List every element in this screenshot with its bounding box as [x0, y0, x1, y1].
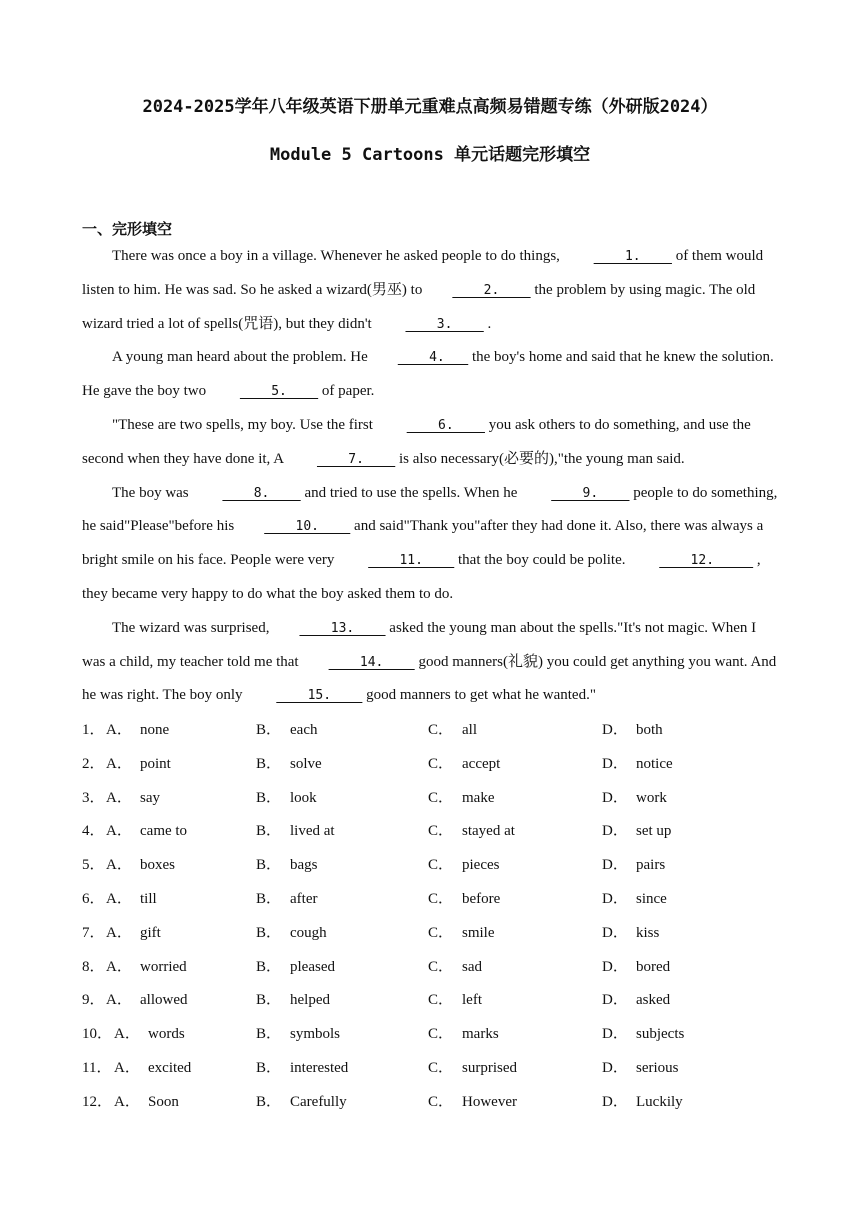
option-a-text: worried — [140, 958, 187, 975]
blank-12: 12. — [659, 553, 754, 569]
option-b-label: B． — [256, 755, 282, 772]
blank-15: 15. — [276, 688, 363, 704]
option-c-label: C． — [428, 890, 454, 907]
option-b-text: symbols — [290, 1026, 341, 1043]
option-c-text: stayed at — [462, 823, 515, 840]
option-c-label: C． — [428, 823, 454, 840]
option-b-label: B． — [256, 1093, 282, 1110]
question-row — [82, 1052, 782, 1086]
option-a-text: say — [140, 789, 160, 806]
question-number: 6． — [82, 890, 105, 907]
option-b-text: bags — [290, 857, 318, 874]
question-number: 9． — [82, 992, 105, 1009]
question-row — [82, 748, 782, 782]
option-d-text: pairs — [636, 857, 666, 874]
option-a-label: A． — [106, 857, 132, 874]
option-c-text: left — [462, 992, 482, 1009]
option-a-text: gift — [140, 924, 161, 941]
option-c-label: C． — [428, 992, 454, 1009]
option-c-text: accept — [462, 755, 501, 772]
option-c-label: C． — [428, 1059, 454, 1076]
blank-11: 11. — [368, 553, 455, 569]
option-b-label: B． — [256, 992, 282, 1009]
option-c-label: C． — [428, 755, 454, 772]
blank-13: 13. — [299, 620, 386, 636]
document-title: 2024-2025学年八年级英语下册单元重难点高频易错题专练（外研版2024） — [142, 97, 718, 117]
option-d-text: serious — [636, 1059, 679, 1076]
option-d-label: D． — [602, 1059, 628, 1076]
option-c-text: marks — [462, 1026, 499, 1043]
option-b-text: look — [290, 789, 317, 806]
blank-4: 4. — [397, 350, 469, 366]
option-c-text: surprised — [462, 1059, 517, 1076]
option-d-text: work — [636, 789, 667, 806]
question-number: 3． — [82, 789, 105, 806]
question-number: 5． — [82, 857, 105, 874]
blank-9: 9. — [551, 485, 630, 501]
option-a-text: none — [140, 722, 170, 738]
option-d-label: D． — [602, 755, 628, 772]
option-d-label: D． — [602, 1093, 628, 1110]
option-d-label: D． — [602, 857, 628, 874]
option-b-text: each — [290, 722, 318, 738]
question-row — [82, 782, 782, 816]
option-d-text: subjects — [636, 1026, 685, 1043]
option-c-text: sad — [462, 958, 482, 975]
option-c-label: C． — [428, 857, 454, 874]
question-row — [82, 984, 782, 1018]
option-a-text: allowed — [140, 992, 188, 1009]
option-a-label: A． — [106, 924, 132, 941]
document-subtitle: Module 5 Cartoons 单元话题完形填空 — [269, 145, 591, 165]
option-d-label: D． — [602, 823, 628, 840]
option-c-text: make — [462, 789, 495, 806]
option-d-text: set up — [636, 823, 672, 840]
option-d-text: both — [636, 722, 663, 738]
option-d-text: bored — [636, 958, 671, 975]
option-b-text: Carefully — [290, 1093, 347, 1110]
blank-5: 5. — [239, 384, 319, 400]
option-a-label: A． — [106, 890, 132, 907]
passage-paragraph-4: The boy was 8. and tried to use the spells. When he 9. people to do something, he said"Please"before his 10. and said"Thank you"after they had done it. Also, there was always a bright smile on his face. People were very 11. that the boy could be polite. 12. , they became very happy to do what the boy asked them to do. — [82, 477, 782, 612]
option-d-label: D． — [602, 924, 628, 941]
option-b-text: interested — [290, 1059, 349, 1076]
option-b-label: B． — [256, 1026, 282, 1043]
question-number: 1． — [82, 722, 105, 738]
option-a-label: A． — [114, 1093, 140, 1110]
option-a-label: A． — [106, 755, 132, 772]
question-row — [82, 951, 782, 985]
question-row — [82, 1086, 782, 1120]
option-a-text: excited — [148, 1059, 192, 1076]
option-a-text: boxes — [140, 857, 175, 874]
option-c-label: C． — [428, 789, 454, 806]
option-b-text: cough — [290, 924, 327, 941]
option-d-label: D． — [602, 992, 628, 1009]
option-c-text: pieces — [462, 857, 500, 874]
option-b-label: B． — [256, 857, 282, 874]
option-b-label: B． — [256, 722, 282, 738]
question-row — [82, 815, 782, 849]
answer-options-list — [82, 714, 782, 1120]
blank-14: 14. — [328, 654, 415, 670]
option-b-label: B． — [256, 823, 282, 840]
option-a-text: words — [148, 1026, 185, 1043]
question-number: 7． — [82, 924, 105, 941]
option-d-text: Luckily — [636, 1093, 683, 1110]
blank-7: 7. — [316, 451, 396, 467]
option-a-label: A． — [106, 958, 132, 975]
blank-6: 6. — [406, 417, 485, 433]
blank-1: 1. — [593, 249, 672, 264]
option-d-label: D． — [602, 1026, 628, 1043]
option-c-label: C． — [428, 1093, 454, 1110]
question-number: 12． — [82, 1093, 113, 1110]
option-d-label: D． — [602, 958, 628, 975]
option-c-label: C． — [428, 722, 454, 738]
option-c-text: all — [462, 722, 477, 738]
option-b-text: after — [290, 890, 318, 907]
option-d-text: notice — [636, 755, 673, 772]
option-a-label: A． — [114, 1026, 140, 1043]
option-b-label: B． — [256, 789, 282, 806]
option-c-text: However — [462, 1093, 517, 1110]
option-c-label: C． — [428, 958, 454, 975]
option-b-text: solve — [290, 755, 322, 772]
option-c-label: C． — [428, 1026, 454, 1043]
option-d-label: D． — [602, 890, 628, 907]
option-a-label: A． — [106, 789, 132, 806]
question-row — [82, 714, 782, 748]
section-heading: 一、完形填空 — [82, 220, 173, 238]
question-number: 2． — [82, 755, 105, 772]
question-number: 4． — [82, 823, 105, 840]
blank-8: 8. — [222, 485, 301, 501]
passage-paragraph-1: There was once a boy in a village. Whenever he asked people to do things, 1. of them would listen to him. He was sad. So he asked a wizard(男巫) to 2. the problem by using magic. The old wizard tried a lot of spells(咒语), but they didn't 3. . — [82, 240, 782, 341]
question-row — [82, 849, 782, 883]
option-b-text: pleased — [290, 958, 335, 975]
option-a-label: A． — [106, 722, 132, 738]
option-b-label: B． — [256, 958, 282, 975]
question-number: 10． — [82, 1026, 113, 1043]
option-d-text: since — [636, 890, 667, 907]
option-d-label: D． — [602, 789, 628, 806]
option-a-text: Soon — [148, 1093, 179, 1110]
option-b-text: helped — [290, 992, 330, 1009]
option-a-text: till — [140, 890, 157, 907]
option-a-label: A． — [106, 823, 132, 840]
passage-paragraph-5: The wizard was surprised, 13. asked the young man about the spells."It's not magic. When I was a child, my teacher told me that 14. good manners(礼貌) you could get anything you want. And he was right. The boy only 15. good manners to get what he wanted." — [82, 612, 782, 713]
cloze-passage — [82, 240, 782, 713]
option-b-label: B． — [256, 1059, 282, 1076]
option-c-label: C． — [428, 924, 454, 941]
passage-paragraph-2: A young man heard about the problem. He 4. the boy's home and said that he knew the solution. He gave the boy two 5. of paper. — [82, 341, 782, 409]
option-a-label: A． — [106, 992, 132, 1009]
option-d-text: kiss — [636, 924, 660, 941]
question-number: 8． — [82, 958, 105, 975]
passage-paragraph-3: "These are two spells, my boy. Use the first 6. you ask others to do something, and use the second when they have done it, A 7. is also necessary(必要的),"the young man said. — [82, 409, 782, 477]
option-b-text: lived at — [290, 823, 335, 840]
option-b-label: B． — [256, 924, 282, 941]
option-c-text: smile — [462, 924, 495, 941]
option-c-text: before — [462, 890, 501, 907]
option-d-label: D． — [602, 722, 628, 738]
option-a-label: A． — [114, 1059, 140, 1076]
option-a-text: point — [140, 755, 171, 772]
option-b-label: B． — [256, 890, 282, 907]
question-row — [82, 883, 782, 917]
blank-3: 3. — [405, 316, 484, 332]
option-d-text: asked — [636, 992, 671, 1009]
option-a-text: came to — [140, 823, 188, 840]
question-number: 11． — [82, 1059, 112, 1076]
blank-2: 2. — [452, 282, 531, 298]
question-row — [82, 917, 782, 951]
question-row — [82, 1018, 782, 1052]
blank-10: 10. — [264, 519, 351, 535]
